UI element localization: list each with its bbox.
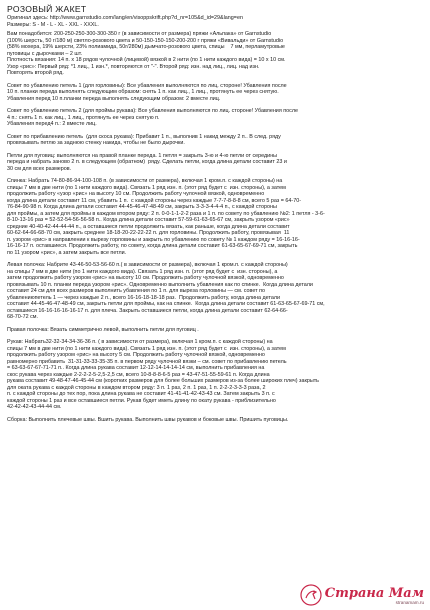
sleeve-section: [7, 339, 425, 411]
right-front-line: Правая полочка: Вязать симметрично левой, выполнить петли для пуговиц .: [7, 326, 199, 333]
header-block: [7, 15, 425, 28]
sleeve-line: Рукав: Набрать32-32-34-34-36-36 п. ( в зависимости от размера), включая 1 кром.п. с каждой стороны) на: [7, 339, 273, 345]
sleeve-line: спицы 7 мм в две нити (по 1 нити каждого вида). Связать 1 ряд изн. п. (этот ряд будет с изн. стороны), а затем: [7, 345, 286, 352]
original-link-line: Оригинал здесь: http://www.garnstudio.com/lang/en/visoppskrift.php?d_nr=105&d_id=29&lang=en: [7, 15, 243, 21]
sleeve-line: равномерно прибавить 31-31-33-33-35-35 п. в первом ряду чулочной вязки – см. совет по прибавлению петель: [7, 358, 287, 365]
back-line: для проймы, а затем для проймы в каждом втором ряду: 2 п. 0-0-1-1-2-2 раза и 1 п. по совету по убавлению №2: 1 петля - 3-6-: [7, 210, 325, 217]
page-title: РОЗОВЫЙ ЖАКЕТ: [7, 4, 87, 14]
back-line: п. узором «рис» в направлении к вырезу горловины и закрыть по убавлению по совету № 1 каждом ряду = 16-16-16-: [7, 236, 300, 243]
sleeve-line: 42-42-42-43-44-44 см.: [7, 404, 62, 410]
materials-line: (100% шерсть, 50 г/180 м) светло-розового цвета и 50-150-150-150-200-200 г пряжи «Вивальди» от Garnstudio: [7, 37, 284, 44]
left-front-line: 68-70-72 см.: [7, 314, 38, 320]
assembly-line: Сборка: Выполнить плечевые швы. Вшить рукава. Выполнить швы рукавов и боковые швы. Пришить пуговицы.: [7, 416, 289, 423]
back-line: 16-16-17 п. оставшиеся. Продолжить работу, по совету, когда длина детали составит 61-63-65-67-69-71 см, закрыть: [7, 243, 298, 249]
gauge-line: Узор «рис»: Первый ряд: *1 лиц., 1 изн.*, повторяются от "-". Второй ряд: изн. над лиц., лиц. над изн.: [7, 63, 260, 70]
back-line: средние 40-40-42-44-44-44 п., а оставшиеся петли продолжить вязать, как раньше, когда длина детали составит: [7, 223, 290, 230]
gauge-paragraph: [7, 57, 425, 77]
materials-line: Вам понадобится: 200-250-250-300-300-350 г (в зависимости от размера) пряжи «Альпака» от Garnstudio: [7, 31, 272, 37]
tip-line: Убавления перед 10 п.планки переда выполнять следующим образом: 2 вместе лиц.: [7, 95, 221, 102]
tip-line: 4 п.: снять 1 п. как лиц., 1 лиц., протянуть ее через снятую п.: [7, 114, 160, 121]
site-watermark: [300, 584, 424, 606]
buttonholes-paragraph: [7, 153, 425, 173]
sleeve-line: = 63-63-67-67-71-71 п.. Когда длина рукава составит 12-12-14-14-14-14 см, выполнить прибавления на: [7, 365, 265, 371]
watermark-text: Страна Мам: [324, 586, 424, 601]
increase-sleeve-tip: [7, 134, 425, 147]
back-line: когда длина детали составит 11 см, убавить 1 п. с каждой стороны через каждые 7-7-7-8-8-8 см, всего 5 раз = 64-70-: [7, 197, 301, 204]
left-front-line: оставшиеся 16-16-16-16-16-17 п. для плеча. Закрыть оставшиеся петли, когда длина детали составит 62-64-66-: [7, 307, 288, 314]
materials-line: (58% мохера, 19% шерсти, 23% полиамида, 50г/280м) дымчато-розового цвета, спицы 7 мм, перламутровые: [7, 44, 285, 50]
decrease-front-tip: [7, 83, 425, 103]
buttonholes-line: переда и набрать заново 2 п. в следующем (обратном) ряду. Сделать петли, когда длина детали составит 23 и: [7, 159, 287, 165]
tip-line: Совет по прибавлению петель (для скоса рукава): Прибавит 1 п., выполнив 1 накид между 2 п.. В след. ряду: [7, 133, 281, 140]
sleeve-line: продолжить работу узором «рис» на высоту 5 см. Продолжить работу чулочной вязкой, одновременно: [7, 352, 265, 358]
document-page: [7, 4, 425, 423]
sizes-line: Размеры: S - M - L - XL - XXL - XXXL.: [7, 21, 99, 28]
left-front-line: на спицы 7 мм в две нити (по 1 нити каждого вида). Связать 1 ряд изн. п. (этот ряд будет с изн. стороны), а: [7, 268, 278, 275]
back-line: спицы 7 мм в две нити (по 1 нити каждого вида). Связать 1 ряд изн. п. (этот ряд будет с изн. стороны), а затем: [7, 184, 286, 191]
tip-line: Убавления перед4 п.: 2 вместе лиц.: [7, 121, 97, 127]
left-front-line: убавлениюпетель 1 — через каждые 2 п., всего 16-16-18-18-18 раз. Продолжить работу, когда длина детали: [7, 294, 281, 301]
sleeve-line: для оката рукава с каждой стороны в каждом втором ряду: 3 п. 1 раз, 2 п. 1 раз, 1 п. 2-2-2-3-3-3 раза, 2: [7, 384, 266, 391]
gauge-line: Плотность вязания: 14 п. х 18 рядов чулочной (лицевой) вязкой в 2 нити (по 1 нити каждого вида) = 10 х 10 см.: [7, 57, 286, 63]
buttonholes-line: Петли для пуговиц: выполняются на правой планке переда. 1 петля = закрыть 3-ю и 4-ю петли от середины: [7, 152, 278, 159]
left-front-line: затем продолжить работу узором «рис» на высоту 10 см. Продолжить работу чулочной вязкой, одновременно: [7, 275, 284, 281]
assembly-section: [7, 417, 425, 424]
sleeve-line: каждой стороны 1 раз и все оставшиеся петли. Рукав будет иметь длину по окату рукава - приблизительно: [7, 397, 276, 404]
watermark-domain: stranamam.ru: [395, 600, 424, 605]
stork-logo-icon: [300, 584, 322, 606]
back-line: 60-62-64-66-68-70 см, закрыть среднее 18-18-20-22-22-22 п. для горловины. Продолжить работу, провязывая 11: [7, 230, 290, 236]
gauge-line: Повторять второй ряд.: [7, 70, 64, 76]
back-line: 8-10-13-16 раз = 52-52-54-56-56-58 п.. Когда длина детали составит 57-59-61-63-65-67 см, закрыть узором «рис»: [7, 217, 290, 223]
tip-line: 10 п. планки переда выполнять следующим образом: снять 1 п. как лиц., 1 лиц., протянуть ее через снятую.: [7, 89, 279, 95]
back-line: Спинка: Набрать 74-80-86-94-100-108 п. (в зависимости от размера), включая 1 кром.п. с каждой стороны) на: [7, 178, 283, 184]
left-front-line: Левая полочка: Набрите 43-46-50-53-56-60 п.( в зависимости от размера), включая 1 кром.п. с каждой стороны): [7, 262, 288, 268]
back-line: 76-84-90-98 п. Когда длина детали составит 44-45-46-47-48-49 см, закрыть 3-3-3-4-4-4 п., с каждой стороны: [7, 204, 277, 210]
back-line: продолжить работу «узор «рис» на высоту 10 см. Продолжить работу чулочной вязкой, одновременно: [7, 191, 265, 197]
sleeve-line: скос рукава через каждые 2-2-2-2-5-2,5-2,5 см, всего 10-8-8-8-6-5 раз = 43-47-51-55-59-61 п. Когда длина: [7, 371, 270, 378]
materials-paragraph: [7, 31, 425, 57]
left-front-line: провязывать 10 п. планки переда узором «рис». Одновременно выполнить убавления как по спинке. Когда длина детали: [7, 281, 313, 288]
tip-line: Совет по убавлению петель 1 (для горловины): Все убавления выполняются по лиц. стороне! Убавления после: [7, 82, 287, 89]
tip-line: Совет по убавлению петель 2 (для проймы рукава): Все убавления выполняются по лиц. стороне! Убавления после: [7, 108, 298, 114]
left-front-line: составит 24 см для всех размеров выполнить убавления по 1 п. для выреза горловины — см. совет по: [7, 288, 266, 294]
right-front-section: [7, 327, 425, 334]
left-front-line: составит 44-45-46-47-48-49 см, закрыть петли для проймы, как на спинке. Когда длина детали составит 61-63-65-67-69-71 см,: [7, 301, 325, 307]
back-section: [7, 178, 425, 256]
tip-line: провязывать петлю за заднюю стенку накида, чтобы не было дырочки.: [7, 140, 185, 146]
decrease-sleeve-tip: [7, 108, 425, 128]
buttonholes-line: 30 см для всех размеров.: [7, 165, 72, 172]
left-front-section: [7, 262, 425, 321]
materials-line: пуговицы с дырочками – 2 шт.: [7, 50, 83, 57]
sleeve-line: рукава составит 49-48-47-46-45-44 см (коротких размеров для более больших размеров из-за более широких плеч) закрыть: [7, 378, 319, 384]
back-line: по 11 узором «рис», а затем закрыть все петли.: [7, 249, 127, 256]
sleeve-line: п. с каждой стороны до тех пор, пока длина рукава не составит 41-41-41-42-43-43 см. Затем закрыть 3 п. с: [7, 391, 275, 397]
